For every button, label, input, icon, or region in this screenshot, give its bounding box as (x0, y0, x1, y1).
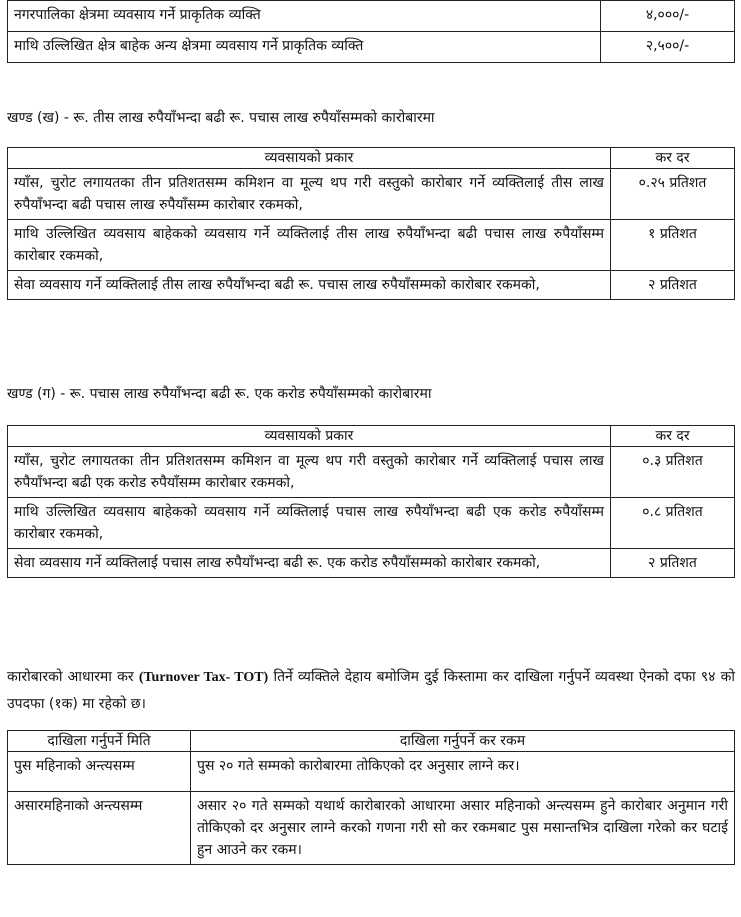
tax-amount-cell: ४,०००/- (601, 1, 735, 32)
tax-rate-cell: २ प्रतिशत (611, 271, 735, 300)
paragraph-text-after: तिर्ने व्यक्तिले देहाय बमोजिम दुई किस्तामा कर दाखिला गर्नुपर्ने व्यवस्था ऐनको दफा ९४ को उपदफा (१क) मा रहेको छ। (7, 669, 736, 712)
tax-rate-cell: ०.२५ प्रतिशत (611, 169, 735, 220)
tax-amount-cell: पुस २० गते सम्मको कारोबारमा तोकिएको दर अनुसार लाग्ने कर। (191, 752, 735, 792)
business-type-cell: ग्याँस, चुरोट लगायतका तीन प्रतिशतसम्म कमिशन वा मूल्य थप गरी वस्तुको कारोबार गर्ने व्यक्तिलाई पचास लाख रुपैयाँभन्दा बढी एक करोड रुपैयाँसम्म कारोबार रकमको, (8, 447, 611, 498)
turnover-tax-paragraph (7, 664, 735, 717)
table-header-row (8, 148, 735, 169)
fixed-tax-table (7, 0, 735, 63)
business-type-cell: माथि उल्लिखित क्षेत्र बाहेक अन्य क्षेत्रमा व्यवसाय गर्ने प्राकृतिक व्यक्ति (8, 32, 601, 63)
table-row (8, 1, 735, 32)
table-row (8, 549, 735, 578)
column-header-due-date: दाखिला गर्नुपर्ने मिति (8, 731, 191, 752)
business-type-cell: सेवा व्यवसाय गर्ने व्यक्तिलाई पचास लाख रुपैयाँभन्दा बढी रू. एक करोड रुपैयाँसम्मको कारोबार रकमको, (8, 549, 611, 578)
due-date-cell: पुस महिनाको अन्त्यसम्म (8, 752, 191, 792)
tax-amount-cell: असार २० गते सम्मको यथार्थ कारोबारको आधारमा असार महिनाको अन्त्यसम्म हुने कारोबार अनुमान गरी तोकिएको दर अनुसार लाग्ने करको गणना गरी सो कर रकमबाट पुस मसान्तभित्र दाखिला गरेको कर घटाई हुन आउने कर रकम। (191, 792, 735, 865)
table-row (8, 32, 735, 63)
table-row (8, 498, 735, 549)
column-header-tax-rate: कर दर (611, 148, 735, 169)
installment-schedule-table (7, 730, 735, 865)
tax-rate-cell: १ प्रतिशत (611, 220, 735, 271)
business-type-cell: माथि उल्लिखित व्यवसाय बाहेकको व्यवसाय गर्ने व्यक्तिलाई तीस लाख रुपैयाँभन्दा बढी पचास लाख रुपैयाँसम्म कारोबार रकमको, (8, 220, 611, 271)
tax-rate-cell: २ प्रतिशत (611, 549, 735, 578)
business-type-cell: माथि उल्लिखित व्यवसाय बाहेकको व्यवसाय गर्ने व्यक्तिलाई पचास लाख रुपैयाँभन्दा बढी एक करोड रुपैयाँसम्म कारोबार रकमको, (8, 498, 611, 549)
column-header-tax-amount: दाखिला गर्नुपर्ने कर रकम (191, 731, 735, 752)
tax-rate-cell: ०.८ प्रतिशत (611, 498, 735, 549)
section-heading-ga: खण्ड (ग) - रू. पचास लाख रुपैयाँभन्दा बढी रू. एक करोड रुपैयाँसम्मको कारोबारमा (7, 386, 432, 402)
tax-rate-table-ga (7, 425, 735, 578)
column-header-tax-rate: कर दर (611, 426, 735, 447)
table-row (8, 752, 735, 792)
table-row (8, 169, 735, 220)
tax-rate-cell: ०.३ प्रतिशत (611, 447, 735, 498)
tax-amount-cell: २,५००/- (601, 32, 735, 63)
table-row (8, 271, 735, 300)
table-header-row (8, 426, 735, 447)
tax-rate-table-kha (7, 147, 735, 300)
turnover-tax-term: (Turnover Tax- TOT) (138, 670, 269, 685)
business-type-cell: नगरपालिका क्षेत्रमा व्यवसाय गर्ने प्राकृतिक व्यक्ति (8, 1, 601, 32)
column-header-business-type: व्यवसायको प्रकार (8, 426, 611, 447)
paragraph-text-before: कारोबारको आधारमा कर (7, 669, 139, 685)
table-row (8, 792, 735, 865)
business-type-cell: ग्याँस, चुरोट लगायतका तीन प्रतिशतसम्म कमिशन वा मूल्य थप गरी वस्तुको कारोबार गर्ने व्यक्तिलाई तीस लाख रुपैयाँभन्दा बढी पचास लाख रुपैयाँसम्म कारोबार रकमको, (8, 169, 611, 220)
section-heading-kha: खण्ड (ख) - रू. तीस लाख रुपैयाँभन्दा बढी रू. पचास लाख रुपैयाँसम्मको कारोबारमा (7, 110, 435, 126)
due-date-cell: असारमहिनाको अन्त्यसम्म (8, 792, 191, 865)
table-header-row (8, 731, 735, 752)
business-type-cell: सेवा व्यवसाय गर्ने व्यक्तिलाई तीस लाख रुपैयाँभन्दा बढी रू. पचास लाख रुपैयाँसम्मको कारोबार रकमको, (8, 271, 611, 300)
table-row (8, 220, 735, 271)
column-header-business-type: व्यवसायको प्रकार (8, 148, 611, 169)
table-row (8, 447, 735, 498)
